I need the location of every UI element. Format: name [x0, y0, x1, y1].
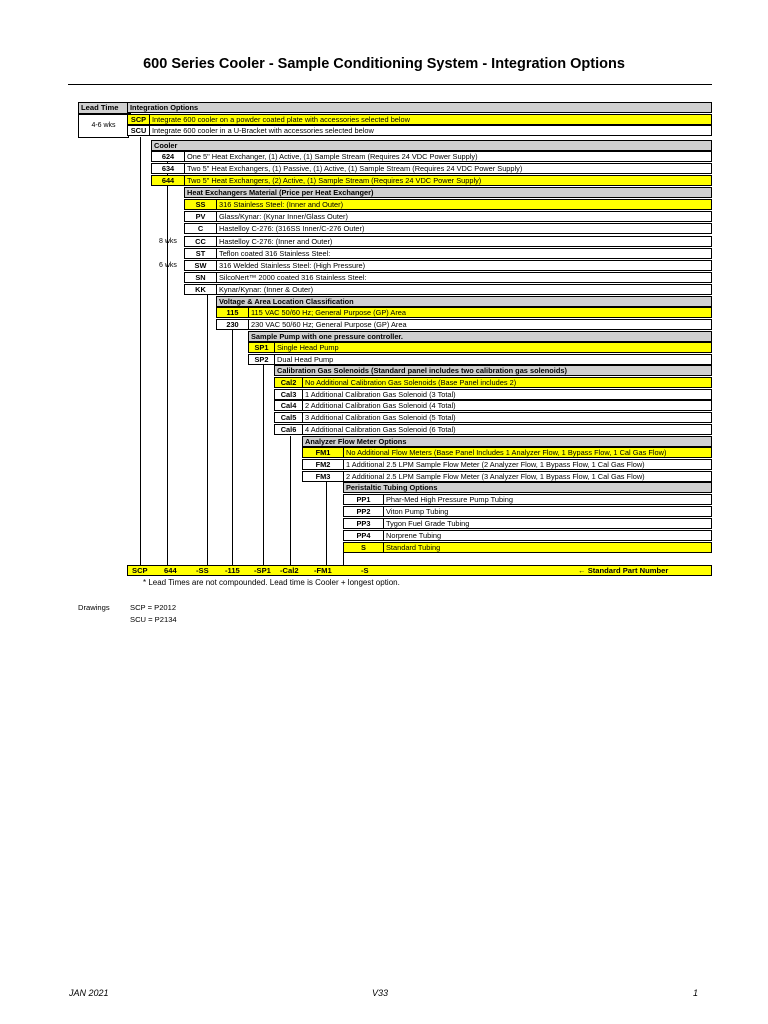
option-row-115: 115 115 VAC 50/60 Hz; General Purpose (GP) Area	[216, 307, 712, 318]
option-row-634: 634 Two 5" Heat Exchangers, (1) Passive, (1) Active, (1) Sample Stream (Requires 24 VDC Power Supply)	[151, 163, 712, 174]
tree-line-pump	[232, 330, 233, 565]
standard-part-number-row	[127, 565, 712, 576]
option-row-fm1: FM1 No Additional Flow Meters (Base Panel Includes 1 Analyzer Flow, 1 Bypass Flow, 1 Cal Gas Flow)	[302, 447, 712, 458]
standard-part-number-label: ← Standard Part Number	[578, 566, 669, 575]
title-divider	[68, 84, 712, 85]
tree-line-cal-gas	[263, 365, 264, 565]
flow-meter-header: Analyzer Flow Meter Options	[302, 436, 712, 447]
option-row-scp: SCP Integrate 600 cooler on a powder coated plate with accessories selected below	[127, 114, 712, 125]
pump-header: Sample Pump with one pressure controller.	[248, 331, 712, 342]
drawing-item: SCU = P2134	[130, 615, 177, 624]
option-row-cc: CC Hastelloy C-276: (Inner and Outer)	[184, 236, 712, 247]
option-row-cal2: Cal2 No Additional Calibration Gas Solenoids (Base Panel includes 2)	[274, 377, 712, 388]
option-row-scu: SCU Integrate 600 cooler in a U-Bracket with accessories selected below	[127, 125, 712, 136]
tree-line-voltage	[207, 294, 208, 565]
option-row-cal5: Cal5 3 Additional Calibration Gas Solenoid (5 Total)	[274, 412, 712, 423]
tree-line-tubing	[326, 482, 327, 565]
option-row-cal6: Cal6 4 Additional Calibration Gas Solenoid (6 Total)	[274, 424, 712, 435]
tree-line-cooler	[140, 137, 141, 565]
tree-line-heat-exchanger	[167, 162, 168, 565]
part-segment: -115	[225, 566, 240, 575]
lead-time-header: Lead Time	[78, 102, 131, 114]
part-segment: SCP	[132, 566, 148, 575]
option-row-fm2: FM2 1 Additional 2.5 LPM Sample Flow Meter (2 Analyzer Flow, 1 Bypass Flow, 1 Cal Gas Flow)	[302, 459, 712, 470]
option-row-pv: PV Glass/Kynar: (Kynar Inner/Glass Outer)	[184, 211, 712, 222]
lead-time-cc: 8 wks	[159, 238, 177, 245]
footer-version: V33	[372, 988, 389, 998]
part-segment: 644	[164, 566, 177, 575]
heat-exchanger-header: Heat Exchangers Material (Price per Heat Exchanger)	[184, 187, 712, 198]
option-row-sp1: SP1 Single Head Pump	[248, 342, 712, 353]
drawings-label: Drawings	[78, 603, 110, 612]
footer-page-number: 1	[693, 988, 699, 998]
option-row-sp2: SP2 Dual Head Pump	[248, 354, 712, 365]
integration-header: Integration Options	[127, 102, 712, 113]
option-row-230: 230 230 VAC 50/60 Hz; General Purpose (GP) Area	[216, 319, 712, 330]
part-segment: -FM1	[314, 566, 332, 575]
lead-time-sw: 6 wks	[159, 262, 177, 269]
tubing-header: Peristaltic Tubing Options	[343, 482, 712, 493]
option-row-pp3: PP3 Tygon Fuel Grade Tubing	[343, 518, 712, 529]
part-segment: -Cal2	[280, 566, 299, 575]
cooler-header: Cooler	[151, 140, 712, 151]
option-row-sn: SN SilcoNert™ 2000 coated 316 Stainless Steel:	[184, 272, 712, 283]
option-row-624: 624 One 5" Heat Exchanger, (1) Active, (1) Sample Stream (Requires 24 VDC Power Supply)	[151, 151, 712, 162]
option-row-fm3: FM3 2 Additional 2.5 LPM Sample Flow Meter (3 Analyzer Flow, 1 Bypass Flow, 1 Cal Gas Flow)	[302, 471, 712, 482]
option-row-pp2: PP2 Viton Pump Tubing	[343, 506, 712, 517]
voltage-header: Voltage & Area Location Classification	[216, 296, 712, 307]
option-row-s: S Standard Tubing	[343, 542, 712, 553]
option-row-sw: SW 316 Welded Stainless Steel: (High Pressure)	[184, 260, 712, 271]
part-segment: -SP1	[254, 566, 271, 575]
option-row-644: 644 Two 5" Heat Exchangers, (2) Active, (1) Sample Stream (Requires 24 VDC Power Supply)	[151, 175, 712, 186]
option-row-cal4: Cal4 2 Additional Calibration Gas Solenoid (4 Total)	[274, 400, 712, 411]
cal-gas-header: Calibration Gas Solenoids (Standard panel includes two calibration gas solenoids)	[274, 365, 712, 376]
tree-line-flow-meter	[290, 436, 291, 565]
page-title: 600 Series Cooler - Sample Conditioning System - Integration Options	[143, 56, 625, 72]
drawing-item: SCP = P2012	[130, 603, 177, 612]
option-row-ss: SS 316 Stainless Steel: (Inner and Outer)	[184, 199, 712, 210]
option-row-c: C Hastelloy C-276: (316SS Inner/C-276 Outer)	[184, 223, 712, 234]
option-row-pp1: PP1 Phar-Med High Pressure Pump Tubing	[343, 494, 712, 505]
lead-time-base: 4-6 wks	[78, 114, 129, 138]
footer-date: JAN 2021	[69, 988, 109, 998]
option-row-st: ST Teflon coated 316 Stainless Steel:	[184, 248, 712, 259]
option-row-cal3: Cal3 1 Additional Calibration Gas Solenoid (3 Total)	[274, 389, 712, 400]
tree-line-tubing-end	[343, 552, 344, 565]
lead-time-note: * Lead Times are not compounded. Lead time is Cooler + longest option.	[143, 578, 400, 587]
part-segment: -S	[361, 566, 369, 575]
option-row-kk: KK Kynar/Kynar: (Inner & Outer)	[184, 284, 712, 295]
option-row-pp4: PP4 Norprene Tubing	[343, 530, 712, 541]
part-segment: -SS	[196, 566, 209, 575]
